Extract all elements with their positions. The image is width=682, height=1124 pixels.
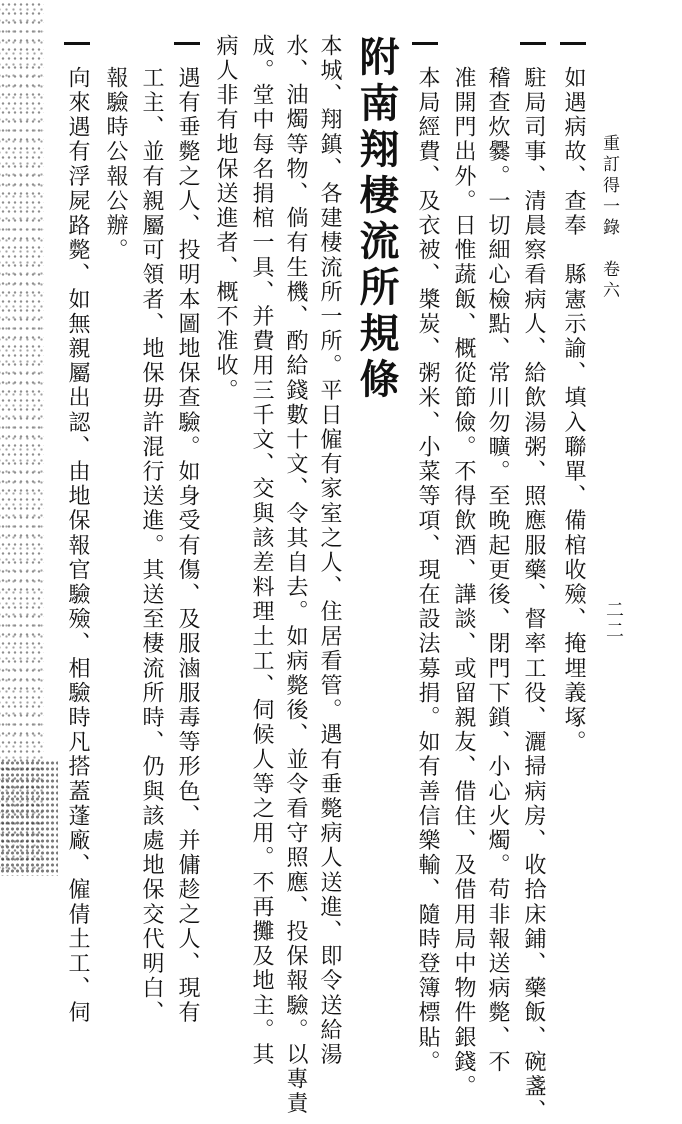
text-column: 駐局司事、清晨察看病人、給飲湯粥、照應服藥、督率工役、灑掃病房、收拾床鋪、藥飯、碗盞、 <box>521 66 546 1124</box>
text-column: 成。堂中每名捐棺一具、并費用三千文、交與該差料理土工、伺候人等之用。不再攤及地主。其 <box>249 34 274 1068</box>
text-column: 病人非有地保送進者、概不准收。 <box>213 34 238 403</box>
text-column: 遇有垂斃之人、投明本圖地保查驗。如身受有傷、及服滷服毒等形色、并傭趁之人、現有 <box>175 66 200 1026</box>
text-column: 本局經費、及衣被、槳炭、粥米、小菜等項、現在設法募捐。如有善信樂輸、隨時登簿標貼。 <box>415 66 440 1075</box>
running-header: 重訂得一錄 卷六 <box>599 134 619 302</box>
item-marker <box>520 42 546 45</box>
text-column: 向來遇有浮屍路斃、如無親屬出認、由地保報官驗殮、相驗時凡搭蓋蓬廠、僱倩土工、伺 <box>65 66 90 1026</box>
page-edge-bleed-bottom <box>0 760 58 876</box>
item-marker <box>174 42 200 45</box>
text-column: 報驗時公報公辦。 <box>103 66 128 263</box>
text-column: 稽查炊爨。一切細心檢點、常川勿曠。至晚起更後、閉門下鎖、小心火燭。苟非報送病斃、不 <box>485 66 510 1075</box>
text-column: 如遇病故、查奉 縣憲示諭、填入聯單、備棺收殮、掩埋義塚。 <box>561 66 586 755</box>
item-marker <box>412 42 438 45</box>
item-marker <box>560 42 586 45</box>
text-column: 工主、並有親屬可領者、地保毋許混行送進。其送至棲流所時、仍與該處地保交代明白、 <box>139 66 164 1026</box>
page-number: 二二 <box>603 600 624 642</box>
text-column: 水、油燭等物、倘有生機、酌給錢數十文、令其自去。如病斃後、並令看守照應、投保報驗。以專責 <box>283 34 308 1117</box>
text-column: 准開門出外。日惟蔬飯、概從節儉。不得飲酒、譁談、或留親友、借住、及借用局中物件銀錢。 <box>451 66 476 1100</box>
page-edge-bleed <box>0 0 44 876</box>
text-column: 本城、翔鎮、各建棲流所一所。平日僱有家室之人、住居看管。遇有垂斃病人送進、即令送給湯 <box>317 34 342 1068</box>
section-title: 附南翔棲流所規條 <box>353 36 400 404</box>
item-marker <box>64 42 90 45</box>
